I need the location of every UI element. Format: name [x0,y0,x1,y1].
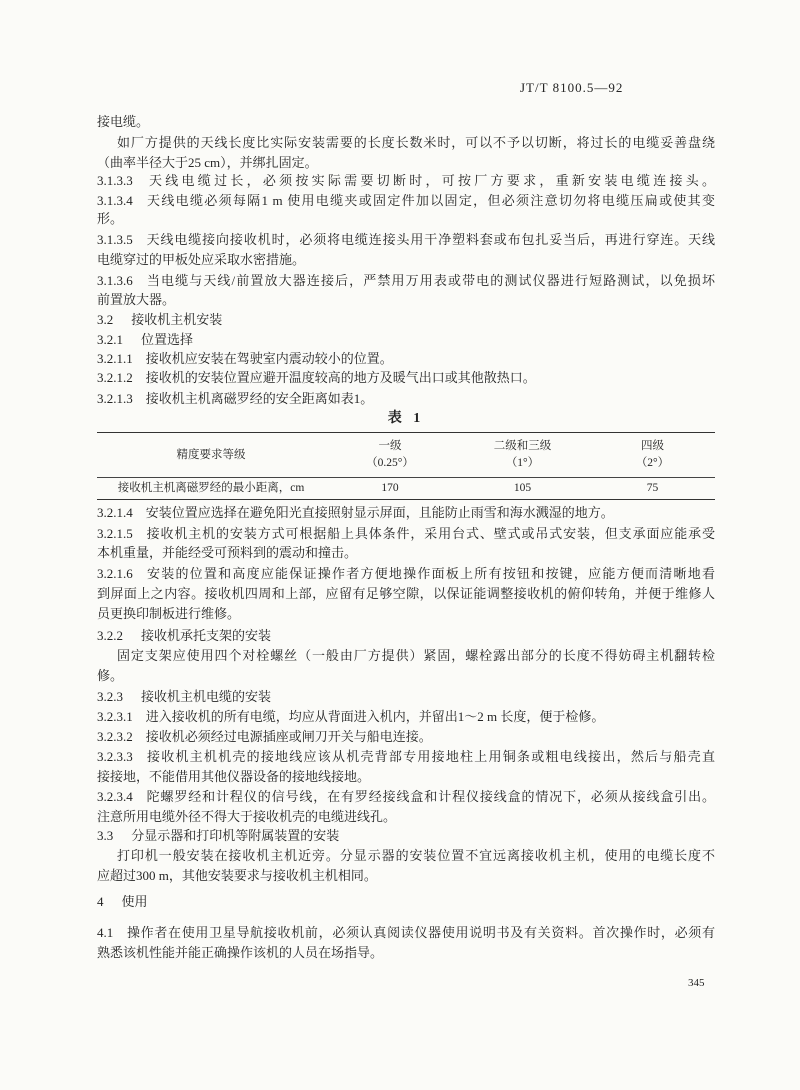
clause-number: 3.1.3.3 [97,173,133,188]
clause-text: 接收机应安装在驾驶室内震动较小的位置。 [145,351,393,366]
section-title: 分显示器和打印机等附属装置的安装 [131,828,340,843]
clause-continuation: 接接地，不能借用其他仪器设备的接地线接地。 [97,769,371,784]
column-header-title: 一级 [378,440,402,452]
clause-continuation: 到屏面上之内容。接收机四周和上部，应留有足够空隙，以保证能调整接收机的俯仰转角，并便于维修人 [97,586,715,601]
clause-text: 安装位置应选择在避免阳光直接照射显示屏面，且能防止雨雪和海水溅湿的地方。 [145,505,614,520]
clause-3-1-3-6 [97,271,715,291]
clause-number: 3.1.3.4 [97,193,133,208]
section-heading-4 [97,892,715,912]
table-cell: 105 [513,482,532,494]
clause-text: 接收机的安装位置应避开温度较高的地方及暖气出口或其他散热口。 [145,370,536,385]
clause-continuation: 本机重量，并能经受可预料到的震动和撞击。 [97,545,358,560]
column-header [455,433,590,477]
table-1 [97,432,715,500]
clause-3-2-1-1 [97,349,715,369]
clause-text: 接收机主机离磁罗经的安全距离如表1。 [145,391,374,406]
clause-continuation: 前置放大器。 [97,292,176,307]
coil-note-line: （曲率半径大于25 cm），并绑扎固定。 [97,155,318,170]
clause-3-2-1-3 [97,389,715,409]
paragraph-line: 应超过300 m，其他安装要求与接收机主机相同。 [97,868,377,883]
section-title: 位置选择 [141,332,194,347]
column-header-sub: （0.25°） [366,457,414,469]
clause-3-1-3-5 [97,230,715,250]
clause-text: 安装的位置和高度应能保证操作者方便地操作面板上所有按钮和按键，应能方便而清晰地看 [145,566,715,581]
clause-text: 天线电缆必须每隔1 m 使用电缆夹或固定件加以固定，但必须注意切勿将电缆压扁或使其变 [145,193,715,208]
clause-3-2-3-4 [97,787,715,807]
clause-3-2-3-2 [97,727,715,747]
clause-continuation: 形。 [97,211,124,226]
column-header-sub: （1°） [505,457,540,469]
clause-text: 进入接收机的所有电缆，均应从背面进入机内，并留出1～2 m 长度，便于检修。 [145,709,605,724]
clause-number: 3.2.3.2 [97,729,133,744]
section-heading-3-3 [97,826,715,846]
clause-3-2-1-4 [97,503,715,523]
clause-text: 天线电缆接向接收机时，必须将电缆连接头用干净塑料套或布包扎妥当后，再进行穿连。天线 [145,232,715,247]
section-number: 3.2.3 [97,689,123,704]
section-number: 3.2.1 [97,332,123,347]
clause-text: 接收机必须经过电源插座或闸刀开关与船电连接。 [145,729,432,744]
clause-number: 3.2.1.5 [97,526,133,541]
clause-number: 3.2.1.6 [97,566,133,581]
page-number: 345 [688,977,705,989]
clause-continuation: 注意所用电缆外径不得大于接收机壳的电缆进线孔。 [97,809,397,824]
section-title: 接收机主机安装 [131,312,223,327]
clause-number: 3.2.3.3 [97,749,133,764]
section-title: 接收机主机电缆的安装 [141,689,272,704]
clause-number: 3.2.1.4 [97,505,133,520]
clause-3-1-3-4 [97,191,715,211]
continuation-line: 接电缆。 [97,114,150,129]
section-number: 4 [97,894,104,909]
section-heading-3-2-1 [97,330,715,350]
column-header [97,433,325,477]
section-heading-3-2-2 [97,626,715,646]
clause-text: 接收机主机的安装方式可根据船上具体条件，采用台式、壁式或吊式安装，但支承面应能承受 [145,526,715,541]
clause-text: 天线电缆过长，必须按实际需要切断时，可按厂方要求，重新安装电缆连接头。 [145,173,715,188]
column-header-sub: （2°） [635,457,670,469]
clause-text: 陀螺罗经和计程仪的信号线，在有罗经接线盒和计程仪接线盒的情况下，必须从接线盒引出。 [145,789,715,804]
clause-4-1 [97,923,715,943]
section-title: 使用 [121,894,148,909]
section-number: 3.2 [97,312,114,327]
paragraph-line: 打印机一般安装在接收机主机近旁。分显示器的安装位置不宜远离接收机主机，使用的电缆长度不 [117,848,715,863]
table-cell: 170 [381,482,399,494]
standard-code-header: JT/T 8100.5—92 [520,80,624,95]
table-caption: 表 1 [387,411,425,426]
table-cell: 75 [646,482,659,494]
clause-continuation: 电缆穿过的甲板处应采取水密措施。 [97,252,306,267]
column-header [325,433,455,477]
column-header-title: 四级 [641,440,664,452]
table-header-row [97,433,715,478]
column-header-title: 二级和三级 [493,440,552,452]
section-heading-3-2-3 [97,687,715,707]
clause-text: 当电缆与天线/前置放大器连接后，严禁用万用表或带电的测试仪器进行短路测试，以免损坏 [145,273,715,288]
clause-number: 3.2.3.4 [97,789,133,804]
clause-number: 3.2.1.1 [97,351,133,366]
paragraph-line: 修。 [97,668,124,683]
paragraph-line: 固定支架应使用四个对栓螺丝（一般由厂方提供）紧固，螺栓露出部分的长度不得妨碍主机翻转检 [117,648,715,663]
clause-continuation: 员更换印制板进行维修。 [97,606,241,621]
clause-continuation: 熟悉该机性能并能正确操作该机的人员在场指导。 [97,945,384,960]
clause-text: 接收机主机机壳的接地线应该从机壳背部专用接地柱上用铜条或粗电线接出，然后与船壳直 [145,749,715,764]
clause-3-1-3-3 [97,171,715,191]
clause-3-2-3-3 [97,747,715,767]
table-row [97,478,715,499]
section-title: 接收机承托支架的安装 [141,628,272,643]
clause-number: 3.1.3.6 [97,273,133,288]
clause-number: 3.2.1.2 [97,370,133,385]
column-header [590,433,715,477]
section-number: 3.2.2 [97,628,123,643]
clause-number: 3.2.3.1 [97,709,133,724]
section-number: 3.3 [97,828,114,843]
row-label: 接收机主机离磁罗经的最小距离，cm [117,482,305,494]
clause-text: 操作者在使用卫星导航接收机前，必须认真阅读仪器使用说明书及有关资料。首次操作时，必须有 [126,925,715,940]
clause-number: 3.1.3.5 [97,232,133,247]
coil-note-line: 如厂方提供的天线长度比实际安装需要的长度长数米时，可以不予以切断，将过长的电缆妥善盘绕 [117,135,715,150]
clause-number: 3.2.1.3 [97,391,133,406]
section-heading-3-2 [97,310,715,330]
clause-3-2-1-2 [97,368,715,388]
clause-3-2-1-5 [97,524,715,544]
clause-number: 4.1 [97,925,114,940]
clause-3-2-1-6 [97,564,715,584]
column-header-title: 精度要求等级 [176,448,246,461]
clause-3-2-3-1 [97,707,715,727]
